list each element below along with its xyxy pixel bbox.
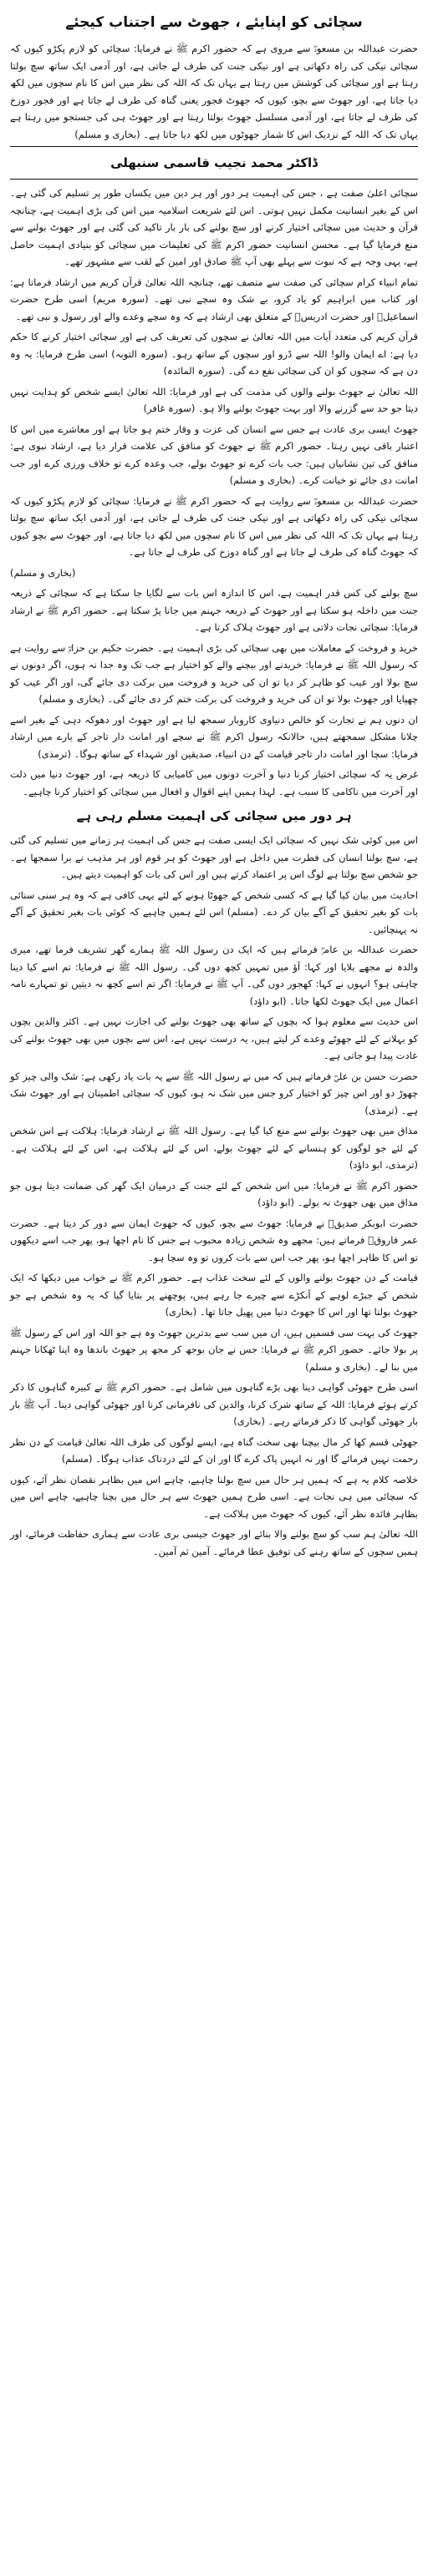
closing-paragraph: اللہ تعالیٰ ہم سب کو سچ بولنے والا بنائے اور جھوٹ جیسی بری عادت سے ہماری حفاظت فرمائے، اور ہمیں سچوں کے ساتھ رہنے کی توفیق عطا فرمائے۔ آمین ثم آمین۔ — [10, 1528, 418, 1557]
section-subtitle: ہر دور میں سچائی کی اہمیت مسلم رہی ہے — [76, 808, 352, 823]
closing-paragraph: قیامت کے دن جھوٹ بولنے والوں کے لئے سخت عذاب ہے۔ حضور اکرم ﷺ نے خواب میں دیکھا کہ ایک شخص کے جبڑے لوہے کے آنکڑے سے چیرے جا رہے ہیں، پوچھنے پر بتایا گیا کہ یہ وہ شخص ہے جو جھوٹ بولتا تھا اور اس کا جھوٹ دنیا میں پھیل جاتا تھا۔ (بخاری) — [10, 1272, 418, 1318]
closing-paragraph: خلاصہ کلام یہ ہے کہ ہمیں ہر حال میں سچ بولنا چاہیے، چاہے اس میں بظاہر نقصان نظر آئے، کیوں کہ سچائی میں ہی نجات ہے۔ اسی طرح ہمیں جھوٹ سے ہر حال میں بچنا چاہیے، چاہے اس میں بظاہر فائدہ نظر آئے، کیوں کہ جھوٹ میں ہلاکت ہے۔ — [10, 1473, 418, 1520]
closing-paragraph: اس میں کوئی شک نہیں کہ سچائی ایک ایسی صفت ہے جس کی اہمیت ہر زمانے میں تسلیم کی گئی ہے، سچ بولنا انسان کی فطرت میں داخل ہے اور جھوٹ کو ہر قوم اور ہر مذہب نے برا سمجھا ہے۔ جو شخص سچ بولتا ہے لوگ اس پر اعتماد کرتے ہیں اور اس کی بات کو اہمیت دیتے ہیں۔ — [10, 834, 418, 880]
body-reference: (بخاری و مسلم) — [10, 566, 76, 579]
closing-paragraph: جھوٹ کی بہت سی قسمیں ہیں، ان میں سب سے بدترین جھوٹ وہ ہے جو اللہ اور اس کے رسول ﷺ پر بولا جائے۔ حضور اکرم ﷺ نے فرمایا: جس نے جان بوجھ کر مجھ پر جھوٹ باندھا وہ اپنا ٹھکانا جہنم میں بنا لے۔ (بخاری و مسلم) — [10, 1326, 418, 1373]
closing-paragraph: حضرت ابوبکر صدیقؓ نے فرمایا: جھوٹ سے بچو، کیوں کہ جھوٹ ایمان سے دور کر دیتا ہے۔ حضرت عمر فاروقؓ فرماتے ہیں: مجھے وہ شخص زیادہ محبوب ہے جس کا نام اچھا ہو، پھر جب اسے دیکھوں تو اس کا ظاہر اچھا ہو، پھر جب اس سے بات کروں تو وہ سچا ہو۔ — [10, 1217, 418, 1263]
divider-top — [10, 146, 418, 147]
article-title: سچائی کو اپنایئے ، جھوٹ سے اجتناب کیجئے — [65, 14, 363, 31]
closing-paragraph: حضور اکرم ﷺ نے فرمایا: میں اس شخص کے لئے جنت کے درمیان ایک گھر کی ضمانت دیتا ہوں جو مذاق میں بھی جھوٹ نہ بولے۔ (ابو داؤد) — [10, 1179, 418, 1208]
closing-section — [10, 832, 418, 1560]
trade-paragraph: ان دنوں ہم نے تجارت کو خالص دنیاوی کاروبار سمجھ لیا ہے اور جھوٹ اور دھوکہ دہی کے بغیر اسے چلانا مشکل سمجھتے ہیں، حالانکہ رسول اکرم ﷺ نے سچے اور امانت دار تاجر کے بارے میں ارشاد فرمایا: سچا اور امانت دار تاجر قیامت کے دن انبیاء، صدیقین اور شہداء کے ساتھ ہوگا۔ (ترمذی) — [10, 713, 418, 760]
trade-paragraph: غرض یہ کہ سچائی اختیار کرنا دنیا و آخرت دونوں میں کامیابی کا ذریعہ ہے، اور جھوٹ دنیا میں ذلت اور آخرت میں ناکامی کا سبب ہے۔ لہذا ہمیں اپنے اقوال و افعال میں سچائی کو اختیار کرنا چاہیے۔ — [10, 768, 418, 797]
author-name: ڈاکٹر محمد نجیب قاسمی سنبھلی — [110, 155, 318, 170]
intro-section — [10, 40, 418, 143]
closing-paragraph: اس حدیث سے معلوم ہوا کہ بچوں کے ساتھ بھی جھوٹ بولنے کی اجازت نہیں ہے۔ اکثر والدین بچوں کو بہلانے کے لئے جھوٹے وعدے کر لیتے ہیں، یہ درست نہیں ہے، اس سے بچوں میں بھی جھوٹ بولنے کی عادت پیدا ہو جاتی ہے۔ — [10, 1015, 418, 1061]
body-paragraph: قرآن کریم کی متعدد آیات میں اللہ تعالیٰ نے سچوں کی تعریف کی ہے اور سچائی اختیار کرنے کا حکم دیا ہے: اے ایمان والو! اللہ سے ڈرو اور سچوں کے ساتھ رہو۔ (سورہ التوبہ) اسی طرح فرمایا: یہ وہ دن ہے کہ سچوں کو ان کی سچائی نفع دے گی۔ (سورہ المائدہ) — [10, 331, 418, 377]
trade-paragraph: خرید و فروخت کے معاملات میں بھی سچائی کی بڑی اہمیت ہے۔ حضرت حکیم بن حزامؓ سے روایت ہے کہ رسول اللہ ﷺ نے فرمایا: خریدنے اور بیچنے والے کو اختیار ہے جب تک وہ جدا نہ ہوں، اگر دونوں نے سچ بولا اور عیب کو ظاہر کر دیا تو ان کی خرید و فروخت میں برکت دی جائے گی، اور اگر عیب کو چھپایا اور جھوٹ بولا تو ان کی خرید و فروخت کی برکت ختم کر دی جائے گی۔ (بخاری و مسلم) — [10, 641, 418, 705]
closing-paragraph: حضرت حسن بن علیؓ فرماتے ہیں کہ میں نے رسول اللہ ﷺ سے یہ بات یاد رکھی ہے: شک والی چیز کو چھوڑ دو اور اس چیز کو اختیار کرو جس میں شک نہ ہو، کیوں کہ سچائی اطمینان ہے اور جھوٹ شک ہے۔ (ترمذی) — [10, 1070, 418, 1116]
closing-paragraph: احادیث میں بیان کیا گیا ہے کہ کسی شخص کے جھوٹا ہونے کے لئے یہی کافی ہے کہ وہ ہر سنی سنائی بات کو بغیر تحقیق کے آگے بیان کر دے۔ (مسلم) اس لئے ہمیں چاہیے کہ کوئی بات بغیر تحقیق کے آگے نہ پہنچائیں۔ — [10, 888, 418, 935]
body-paragraph: حضرت عبداللہ بن مسعودؓ سے روایت ہے کہ حضور اکرم ﷺ نے فرمایا: سچائی کو لازم پکڑو کیوں کہ سچائی نیکی کی راہ دکھاتی ہے اور نیکی جنت کی طرف لے جاتی ہے، اور آدمی ایک ساتھ سچ بولتا رہتا ہے یہاں تک کہ اللہ کی نظر میں اس کا نام سچوں میں لکھ دیا جاتا ہے، اور جھوٹ سے بچو کیوں کہ جھوٹ گناہ کی طرف لے جاتا ہے اور گناہ دوزخ کی طرف لے جاتا ہے۔ — [10, 494, 418, 558]
closing-paragraph: اسی طرح جھوٹی گواہی دینا بھی بڑے گناہوں میں شامل ہے۔ حضور اکرم ﷺ نے کبیرہ گناہوں کا ذکر کرتے ہوئے فرمایا: اللہ کے ساتھ شرک کرنا، والدین کی نافرمانی کرنا اور جھوٹی گواہی دینا۔ آپ ﷺ بار بار جھوٹی گواہی کا ذکر فرماتے رہے۔ (بخاری) — [10, 1381, 418, 1427]
closing-paragraph: جھوٹی قسم کھا کر مال بیچنا بھی سخت گناہ ہے، ایسے لوگوں کی طرف اللہ تعالیٰ قیامت کے دن نظر رحمت نہیں فرمائے گا اور نہ انہیں پاک کرے گا اور ان کے لئے دردناک عذاب ہوگا۔ (مسلم) — [10, 1435, 418, 1465]
body-paragraph: سچائی اعلیٰ صفت ہے ، جس کی اہمیت ہر دور اور ہر دین میں یکساں طور پر تسلیم کی گئی ہے۔ اس کے بغیر انسانیت مکمل نہیں ہوتی۔ اس لئے شریعت اسلامیہ میں اس کی بڑی اہمیت ہے، چنانچہ قرآن و حدیث میں سچائی اختیار کرنے اور سچ بولنے کی بار بار تاکید کی گئی ہے اور جھوٹ بولنے سے منع فرمایا گیا ہے۔ محسن انسانیت حضور اکرم ﷺ کی تعلیمات میں سچائی کو بنیادی اہمیت حاصل ہے، یہی وجہ ہے کہ نبوت سے پہلے بھی آپ ﷺ صادق اور امین کے لقب سے مشہور تھے۔ — [10, 187, 418, 267]
body-paragraph: جھوٹ ایسی بری عادت ہے جس سے انسان کی عزت و وقار ختم ہو جاتا ہے اور معاشرے میں اس کا اعتبار باقی نہیں رہتا۔ حضور اکرم ﷺ نے جھوٹ کو منافق کی علامت قرار دیا ہے، ارشاد نبوی ہے: منافق کی تین نشانیاں ہیں: جب بات کرے تو جھوٹ بولے، جب وعدہ کرے تو خلاف ورزی کرے اور جب امانت دی جائے تو خیانت کرے۔ (بخاری و مسلم) — [10, 423, 418, 486]
body-paragraph: اللہ تعالیٰ نے جھوٹ بولنے والوں کی مذمت کی ہے اور فرمایا: اللہ تعالیٰ ایسے شخص کو ہدایت نہیں دیتا جو حد سے گزرنے والا اور بہت جھوٹ بولنے والا ہو۔ (سورہ غافر) — [10, 385, 418, 414]
body-section — [10, 185, 418, 561]
divider-author — [10, 179, 418, 180]
closing-paragraph: حضرت عبداللہ بن عامرؓ فرماتے ہیں کہ ایک دن رسول اللہ ﷺ ہمارے گھر تشریف فرما تھے، میری والدہ نے مجھے بلایا اور کہا: آؤ میں تمہیں کچھ دوں گی۔ رسول اللہ ﷺ نے فرمایا: تم اسے کیا دینا چاہتی ہو؟ انہوں نے کہا: کھجور دوں گی۔ آپ ﷺ نے فرمایا: اگر تم اسے کچھ نہ دیتیں تو تمہارے نامہ اعمال میں ایک جھوٹ لکھا جاتا۔ (ابو داؤد) — [10, 944, 418, 1007]
closing-paragraph: مذاق میں بھی جھوٹ بولنے سے منع کیا گیا ہے۔ رسول اللہ ﷺ نے ارشاد فرمایا: ہلاکت ہے اس شخص کے لئے جو لوگوں کو ہنسانے کے لئے جھوٹ بولے، اس کے لئے ہلاکت ہے، اس کے لئے ہلاکت ہے۔ (ترمذی، ابو داؤد) — [10, 1125, 418, 1171]
body-paragraph: تمام انبیاء کرام سچائی کی صفت سے متصف تھے، چنانچہ اللہ تعالیٰ قرآن کریم میں ارشاد فرماتا ہے: اور کتاب میں ابراہیم کو یاد کرو، بے شک وہ سچے نبی تھے۔ (سورہ مریم) اسی طرح حضرت اسماعیلؑ اور حضرت ادریسؑ کے متعلق بھی ارشاد ہے کہ وہ سچے وعدے والے اور رسول و نبی تھے۔ — [10, 276, 418, 322]
trade-paragraph: سچ بولنے کی کس قدر اہمیت ہے، اس کا اندازہ اس بات سے لگایا جا سکتا ہے کہ سچائی کے ذریعہ جنت میں داخلہ ہو سکتا ہے اور جھوٹ کے ذریعہ جہنم میں جانا پڑ سکتا ہے۔ حضور اکرم ﷺ نے ارشاد فرمایا: سچائی نجات دلاتی ہے اور جھوٹ ہلاک کرتا ہے۔ — [10, 587, 418, 633]
trade-section — [10, 585, 418, 800]
intro-paragraph: حضرت عبداللہ بن مسعودؓ سے مروی ہے کہ حضور اکرم ﷺ نے فرمایا: سچائی کو لازم پکڑو کیوں کہ سچائی نیکی کی راہ دکھاتی ہے اور نیکی جنت کی طرف لے جاتی ہے، اور آدمی ایک ساتھ سچ بولتا رہتا ہے اور سچائی کی کوشش میں رہتا ہے یہاں تک کہ اللہ کی نظر میں اس کا نام سچوں میں لکھ دیا جاتا ہے، اور جھوٹ سے بچو، کیوں کہ جھوٹ فجور یعنی گناہ کی طرف لے جاتا ہے اور فجور دوزخ کی طرف لے جاتا ہے، اور آدمی مسلسل جھوٹ بولتا رہتا ہے اور جھوٹ ہی کی جستجو میں رہتا ہے یہاں تک کہ اللہ کے نزدیک اس کا شمار جھوٹوں میں لکھ دیا جاتا ہے۔ (بخاری و مسلم) — [10, 43, 418, 140]
